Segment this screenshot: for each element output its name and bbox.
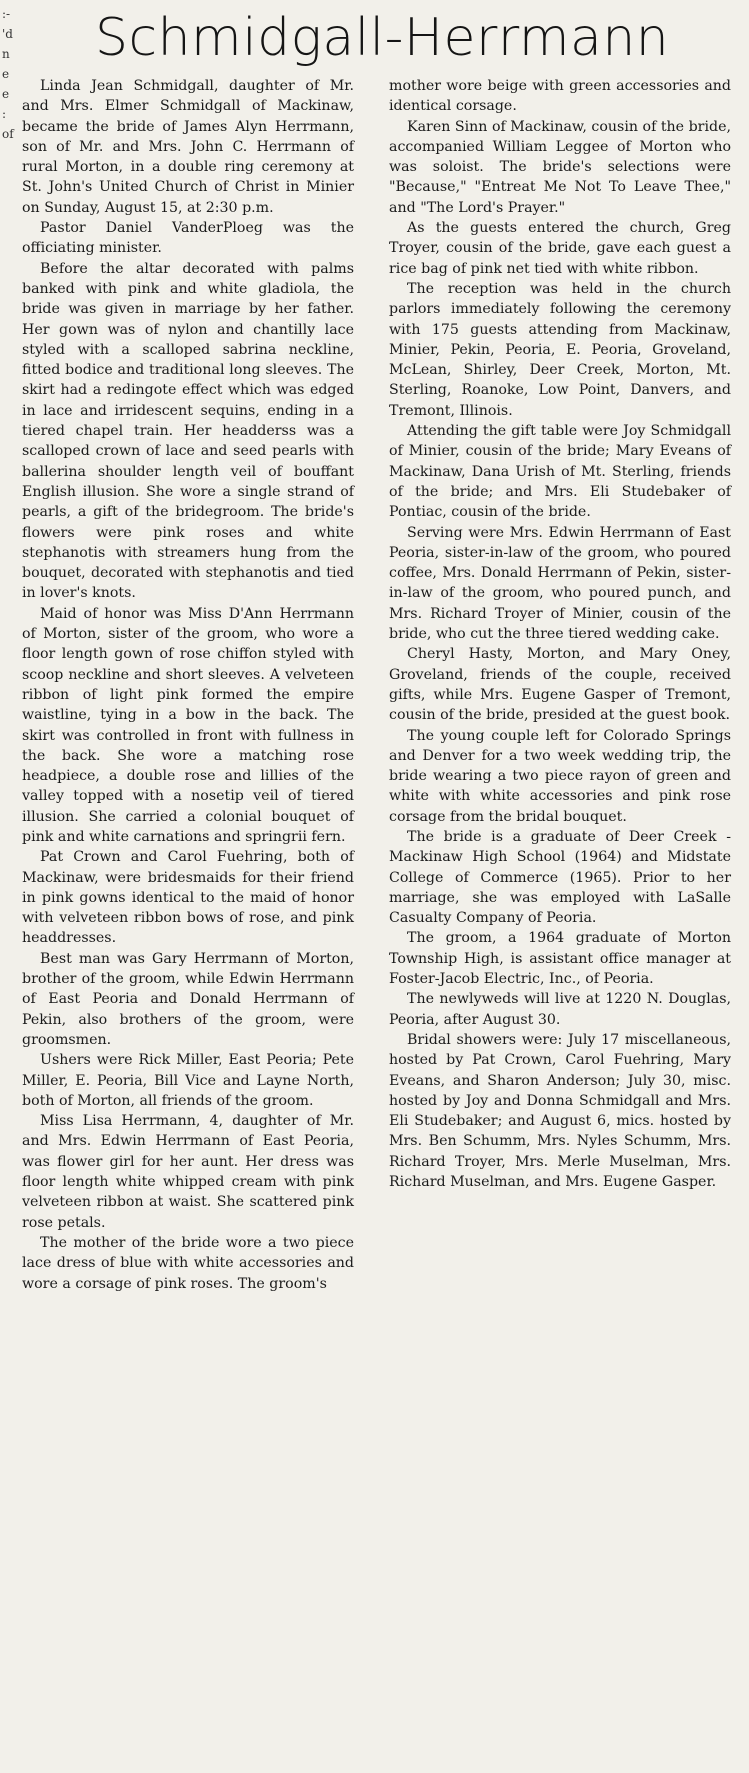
article-paragraph: As the guests entered the church, Greg Troyer, cousin of the bride, gave each guest a rice bag of pink net tied with white ribbon.: [389, 220, 731, 277]
article-paragraph: Linda Jean Schmidgall, daughter of Mr. and Mrs. Elmer Schmidgall of Mackinaw, became the bride of James Alyn Herrmann, son of Mr. and Mrs. John C. Herrmann of rural Morton, in a double ring ceremony at St. John's United Church of Christ in Minier on Sunday, August 15, at 2:30 p.m.: [22, 78, 354, 216]
article-paragraph: The mother of the bride wore a two piece lace dress of blue with white accessories and wore a corsage of pink roses. The groom's: [22, 1234, 354, 1292]
margin-fragment-line: n: [2, 47, 10, 61]
left-column: [22, 76, 354, 1294]
right-column: [389, 76, 731, 1192]
article-paragraph: Cheryl Hasty, Morton, and Mary Oney, Groveland, friends of the couple, received gifts, while Mrs. Eugene Gasper of Tremont, cousin of the bride, presided at the guest book.: [389, 646, 731, 724]
article-paragraph: Pat Crown and Carol Fuehring, both of Mackinaw, were bridesmaids for their friend in pink gowns identical to the maid of honor with velveteen ribbon bows of rose, and pink headdresses.: [22, 849, 354, 947]
article-paragraph: Pastor Daniel VanderPloeg was the officiating minister.: [22, 220, 354, 257]
article-paragraph-continuation: mother wore beige with green accessories and identical corsage.: [389, 78, 731, 115]
article-paragraph: Karen Sinn of Mackinaw, cousin of the bride, accompanied William Leggee of Morton who was soloist. The bride's selections were "Because," "Entreat Me Not To Leave Thee," and "The Lord's Prayer.": [389, 118, 731, 216]
margin-fragment: [2, 4, 16, 144]
article-paragraph: The groom, a 1964 graduate of Morton Township High, is assistant office manager at Foster-Jacob Electric, Inc., of Peoria.: [389, 930, 731, 988]
article-headline: Schmidgall-Herrmann: [95, 8, 670, 68]
article-paragraph: The reception was held in the church parlors immediately following the ceremony with 175 guests attending from Mackinaw, Minier, Pekin, Peoria, E. Peoria, Groveland, McLean, Shirley, Deer Creek, Morton, Mt. Sterling, Roanoke, Low Point, Danvers, and Tremont, Illinois.: [389, 280, 731, 419]
article-paragraph: Bridal showers were: July 17 miscellaneous, hosted by Pat Crown, Carol Fuehring, Mary Eveans, and Sharon Anderson; July 30, misc. hosted by Joy and Donna Schmidgall and Mrs. Eli Studebaker; and August 6, mics. hosted by Mrs. Ben Schumm, Mrs. Nyles Schumm, Mrs. Richard Troyer, Mrs. Merle Muselman, Mrs. Richard Muselman, and Mrs. Eugene Gasper.: [389, 1031, 731, 1191]
article-paragraph: Serving were Mrs. Edwin Herrmann of East Peoria, sister-in-law of the groom, who poured coffee, Mrs. Donald Herrmann of Pekin, sister-in-law of the groom, who poured punch, and Mrs. Richard Troyer of Minier, cousin of the bride, who cut the three tiered wedding cake.: [389, 524, 731, 643]
article-paragraph: The newlyweds will live at 1220 N. Douglas, Peoria, after August 30.: [389, 991, 731, 1028]
article-paragraph: Attending the gift table were Joy Schmidgall of Minier, cousin of the bride; Mary Eveans of Mackinaw, Dana Urish of Mt. Sterling, friends of the bride; and Mrs. Eli Studebaker of Pontiac, cousin of the bride.: [389, 423, 731, 521]
margin-fragment-line: e: [2, 67, 10, 81]
margin-fragment-line: :-: [2, 7, 11, 21]
article-paragraph: Best man was Gary Herrmann of Morton, brother of the groom, while Edwin Herrmann of East Peoria and Donald Herrmann of Pekin, also brothers of the groom, were groomsmen.: [22, 950, 354, 1048]
article-paragraph: Before the altar decorated with palms banked with pink and white gladiola, the bride was given in marriage by her father. Her gown was of nylon and chantilly lace styled with a scalloped sabrina neckline, fitted bodice and traditional long sleeves. The skirt had a redingote effect which was edged in lace and irridescent sequins, ending in a tiered chapel train. Her headderss was a scalloped crown of lace and seed pearls with ballerina shoulder length veil of bouffant English illusion. She wore a single strand of pearls, a gift of the bridegroom. The bride's flowers were pink roses and white stephanotis with streamers hung from the bouquet, decorated with stephanotis and tied in lover's knots.: [22, 260, 354, 602]
article-paragraph: Ushers were Rick Miller, East Peoria; Pete Miller, E. Peoria, Bill Vice and Layne North, both of Morton, all friends of the groom.: [22, 1052, 354, 1109]
margin-fragment-line: 'd: [2, 27, 13, 41]
article-paragraph: The bride is a graduate of Deer Creek - Mackinaw High School (1964) and Midstate College of Commerce (1965). Prior to her marriage, she was employed with LaSalle Casualty Company of Peoria.: [389, 828, 731, 927]
article-paragraph: Maid of honor was Miss D'Ann Herrmann of Morton, sister of the groom, who wore a floor length gown of rose chiffon styled with scoop neckline and short sleeves. A velveteen ribbon of light pink formed the empire waistline, tying in a bow in the back. The skirt was controlled in front with fullness in the back. She wore a matching rose headpiece, a double rose and lillies of the valley topped with a nosetip veil of tiered illusion. She carried a colonial bouquet of pink and white carnations and springrii fern.: [22, 605, 354, 845]
margin-fragment-line: : of: [2, 107, 14, 141]
margin-fragment-line: e: [2, 87, 10, 101]
article-paragraph: Miss Lisa Herrmann, 4, daughter of Mr. and Mrs. Edwin Herrmann of East Peoria, was flower girl for her aunt. Her dress was floor length white whipped cream with pink velveteen ribbon at waist. She scattered pink rose petals.: [22, 1113, 354, 1231]
article-paragraph: The young couple left for Colorado Springs and Denver for a two week wedding trip, the bride wearing a two piece rayon of green and white with white accessories and pink rose corsage from the bridal bouquet.: [389, 727, 731, 825]
